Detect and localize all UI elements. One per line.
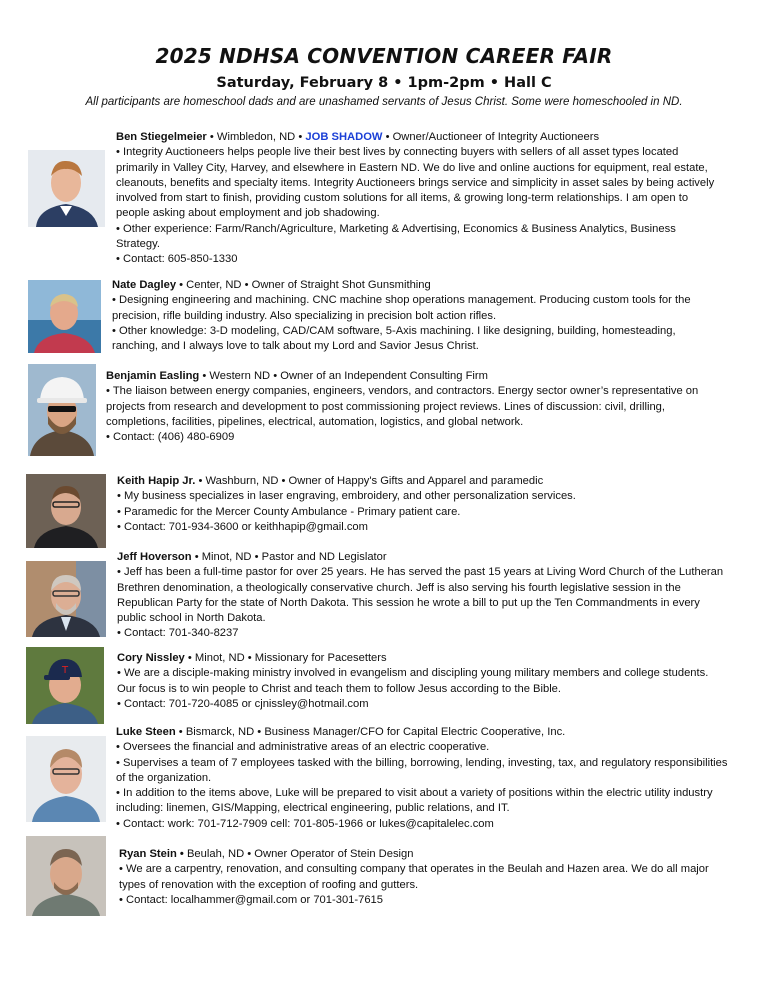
- entry-line: • Paramedic for the Mercer County Ambulance - Primary patient care.: [117, 505, 461, 518]
- entry-header: Luke Steen • Bismarck, ND • Business Manager/CFO for Capital Electric Cooperative, Inc.: [116, 726, 566, 738]
- entry-ben-stiegelmeier: [116, 130, 716, 268]
- photo-keith-hapip: [26, 474, 106, 548]
- event-subtitle: Saturday, February 8 • 1pm-2pm • Hall C: [216, 75, 552, 91]
- entry-line: • Other knowledge: 3-D modeling, CAD/CAM software, 5-Axis machining. I like designing, building, homesteading, ranching, and I always love to talk about my Lord and Savior Jesus Christ.: [112, 324, 676, 353]
- photo-nate-dagley: [28, 280, 101, 353]
- entry-line: • Contact: (406) 480-6909: [106, 431, 235, 444]
- photo-ryan-stein: [26, 836, 106, 916]
- svg-text:T: T: [61, 665, 69, 676]
- participants-note: All participants are homeschool dads and are unashamed servants of Jesus Christ. Some were homeschooled in ND.: [85, 96, 683, 108]
- entry-header: Keith Hapip Jr. • Washburn, ND • Owner of Happy's Gifts and Apparel and paramedic: [117, 475, 544, 487]
- entry-line: • We are a disciple-making ministry involved in evangelism and discipling young military members and college students. Our focus is to win people to Christ and teach them to follow Jesus according to the Bible.: [117, 667, 709, 695]
- entry-keith-hapip: [117, 474, 717, 535]
- entry-line: • My business specializes in laser engraving, embroidery, and other personalization services.: [117, 490, 576, 503]
- entry-line: • Contact: 605-850-1330: [116, 253, 238, 266]
- participant-name: Jeff Hoverson: [117, 551, 192, 563]
- page-title: 2025 NDHSA CONVENTION CAREER FAIR: [155, 44, 613, 68]
- participant-name: Ryan Stein •: [119, 848, 184, 860]
- photo-cory-nissley: [26, 647, 104, 724]
- entry-benjamin-easling: [106, 369, 718, 445]
- participant-name: Cory Nissley: [117, 652, 185, 664]
- entry-line: • In addition to the items above, Luke will be prepared to visit about a variety of positions within the electric utility industry including: linemen, GIS/Mapping, electrical engineering, public relations, and IT.: [116, 787, 713, 815]
- entry-line: • Contact: 701-720-4085 or cjnissley@hotmail.com: [117, 697, 369, 710]
- entry-header: Cory Nissley • Minot, ND • Missionary for Pacesetters: [117, 652, 387, 664]
- entry-line: • Jeff has been a full-time pastor for over 25 years. He has served the past 15 years at Living Word Church of the Lutheran Brethren denomination, a theologically conservative church. Jeff is also serving his fourth legislative session in the Republican Party for the state of North Dakota. This session he wrote a bill to put up the Ten Commandments in every public school in North Dakota.: [117, 566, 724, 625]
- entry-header: Ben Stiegelmeier • Wimbledon, ND • JOB SHADOW • Owner/Auctioneer of Integrity Auctioneers: [116, 131, 600, 143]
- entry-line: • Supervises a team of 7 employees tasked with the billing, borrowing, lending, investing, tax, and regulatory responsibilities of the organization.: [116, 756, 728, 784]
- entry-nate-dagley: [112, 278, 716, 354]
- photo-jeff-hoverson: [26, 561, 106, 637]
- entry-line: • Contact: work: 701-712-7909 cell: 701-805-1966 or lukes@capitalelec.com: [116, 817, 494, 830]
- participant-name: Ben Stiegelmeier: [116, 131, 207, 143]
- participant-name: Keith Hapip Jr.: [117, 475, 196, 487]
- participant-name: Benjamin Easling: [106, 370, 200, 382]
- entry-line: • Contact: 701-934-3600 or keithhapip@gmail.com: [117, 520, 368, 533]
- entry-line: • Oversees the financial and administrative areas of an electric cooperative.: [116, 741, 490, 754]
- photo-benjamin-easling: [28, 364, 96, 456]
- entry-header: Benjamin Easling • Western ND • Owner of an Independent Consulting Firm: [106, 370, 488, 382]
- participant-name: Nate Dagley: [112, 279, 177, 291]
- entry-jeff-hoverson: [117, 550, 725, 642]
- entry-header: Nate Dagley • Center, ND • Owner of Straight Shot Gunsmithing: [112, 279, 431, 291]
- entry-line: • Integrity Auctioneers helps people live their best lives by connecting buyers with sellers of all asset types located primarily in Valley City, Harvey, and elsewhere in Eastern ND. We do live and online auctions for equipment, real estate, cleanouts, benefits and specialty items. Integrity Auctioneers brings service and simplicity in asset sales by being actively involved from start to finish, providing custom solutions for all items, & growing long-term relationships. I am open to people asking about employment and job shadowing.: [116, 146, 715, 220]
- participant-name: Luke Steen: [116, 726, 176, 738]
- entry-line: • Contact: 701-340-8237: [117, 627, 239, 640]
- job-shadow-badge: JOB SHADOW: [305, 131, 383, 143]
- photo-ben-stiegelmeier: [28, 150, 105, 227]
- entry-header: Ryan Stein • Beulah, ND • Owner Operator of Stein Design: [119, 848, 414, 860]
- entry-line: • Other experience: Farm/Ranch/Agriculture, Marketing & Advertising, Economics & Business Analytics, Business Strategy.: [116, 222, 676, 251]
- photo-luke-steen: [26, 736, 106, 822]
- entry-header: Jeff Hoverson • Minot, ND • Pastor and ND Legislator: [117, 551, 387, 563]
- entry-line: • The liaison between energy companies, engineers, vendors, and contractors. Energy sector owner’s representative on projects from research and development to post commissioning project reviews. Lines of discussion: civil, drilling, completions, facilities, pipelines, electrical, automation, logistics, and global network.: [106, 385, 699, 428]
- entry-ryan-stein: [119, 847, 727, 908]
- entry-line: • We are a carpentry, renovation, and consulting company that operates in the Beulah and Hazen area. We do all major types of renovation with the exception of roofing and gutters.: [119, 863, 709, 891]
- entry-line: • Designing engineering and machining. CNC machine shop operations management. Producing custom tools for the precision, rifle building industry. Also specializing in precision bolt action rifles.: [112, 294, 691, 322]
- entry-line: • Contact: localhammer@gmail.com or 701-301-7615: [119, 893, 384, 906]
- entry-cory-nissley: [117, 651, 725, 712]
- entry-luke-steen: [116, 725, 728, 832]
